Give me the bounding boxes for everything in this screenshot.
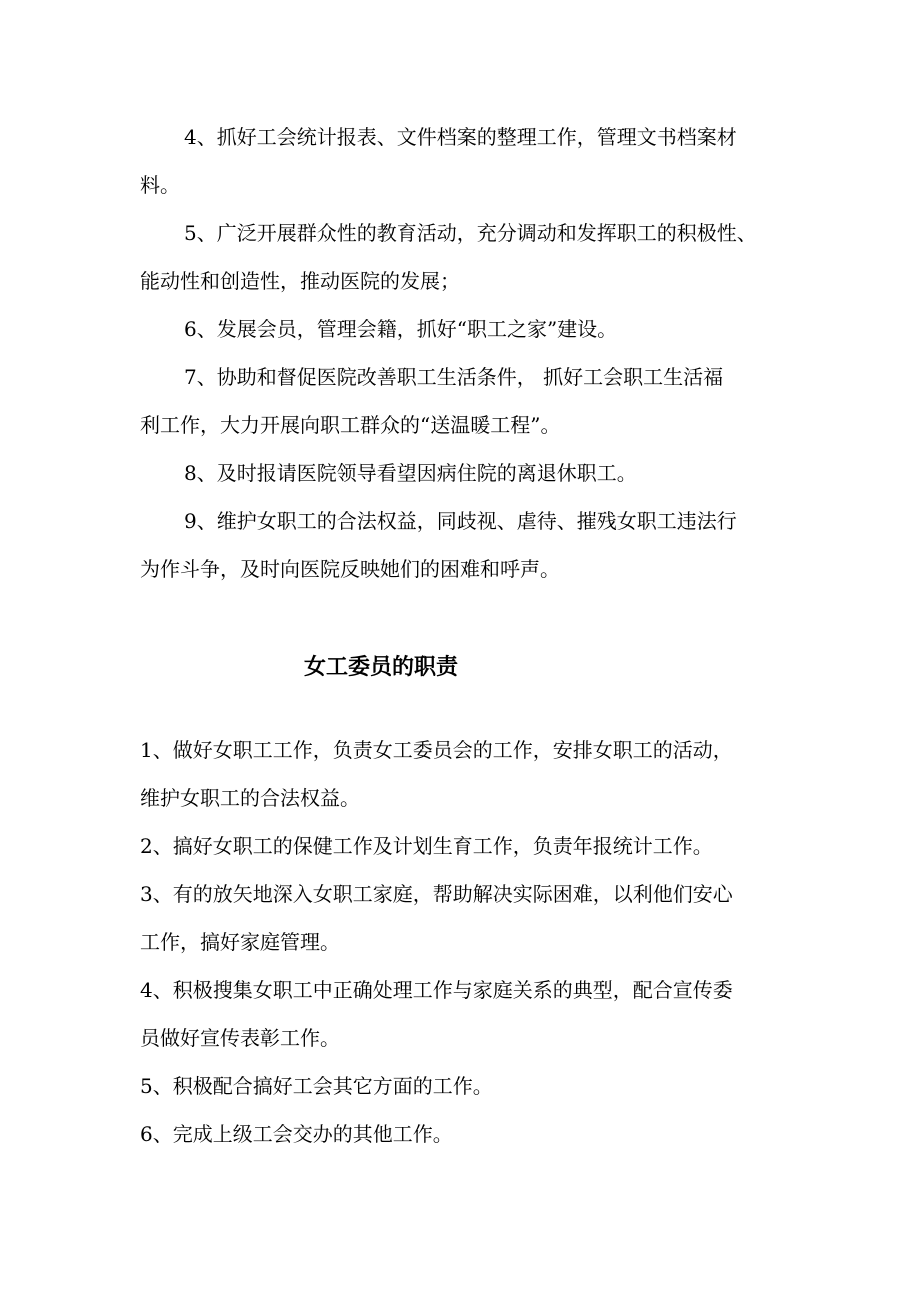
item-line: 员做好宣传表彰工作。 [140, 1026, 340, 1050]
union-duty-item-6 [140, 305, 800, 353]
women-duty-item-6 [140, 1110, 800, 1158]
item-line: 7、协助和督促医院改善职工生活条件， 抓好工会职工生活福 [184, 365, 724, 389]
item-line: 利工作，大力开展向职工群众的“送温暖工程”。 [140, 413, 561, 437]
item-line: 能动性和创造性，推动医院的发展； [140, 269, 460, 293]
item-line: 2、搞好女职工的保健工作及计划生育工作，负责年报统计工作。 [140, 834, 713, 858]
item-line: 3、有的放矢地深入女职工家庭，帮助解决实际困难，以利他们安心 [140, 882, 733, 906]
women-duty-item-4 [140, 966, 800, 1062]
item-line: 6、完成上级工会交办的其他工作。 [140, 1122, 453, 1146]
item-line: 5、广泛开展群众性的教育活动，充分调动和发挥职工的积极性、 [184, 221, 757, 245]
union-duty-item-5 [140, 209, 800, 305]
women-duty-item-5 [140, 1062, 800, 1110]
item-line: 8、及时报请医院领导看望因病住院的离退休职工。 [184, 461, 637, 485]
section-heading: 女工委员的职责 [304, 655, 459, 680]
item-line: 工作，搞好家庭管理。 [140, 930, 340, 954]
item-line: 维护女职工的合法权益。 [140, 786, 360, 810]
item-line: 6、发展会员，管理会籍，抓好“职工之家”建设。 [184, 317, 618, 341]
union-duty-item-9 [140, 497, 800, 593]
women-duty-item-1 [140, 726, 800, 822]
item-line: 1、做好女职工工作，负责女工委员会的工作，安排女职工的活动， [140, 738, 733, 762]
item-line: 5、积极配合搞好工会其它方面的工作。 [140, 1074, 493, 1098]
women-duty-item-2 [140, 822, 800, 870]
union-duty-item-8 [140, 449, 800, 497]
women-duty-item-3 [140, 870, 800, 966]
item-line: 为作斗争，及时向医院反映她们的困难和呼声。 [140, 557, 560, 581]
item-line: 料。 [140, 173, 180, 197]
union-duty-item-4 [140, 113, 800, 209]
union-duty-item-7 [140, 353, 800, 449]
item-line: 4、积极搜集女职工中正确处理工作与家庭关系的典型，配合宣传委 [140, 978, 733, 1002]
item-line: 4、抓好工会统计报表、文件档案的整理工作，管理文书档案材 [184, 125, 737, 149]
item-line: 9、维护女职工的合法权益，同歧视、虐待、摧残女职工违法行 [184, 509, 737, 533]
